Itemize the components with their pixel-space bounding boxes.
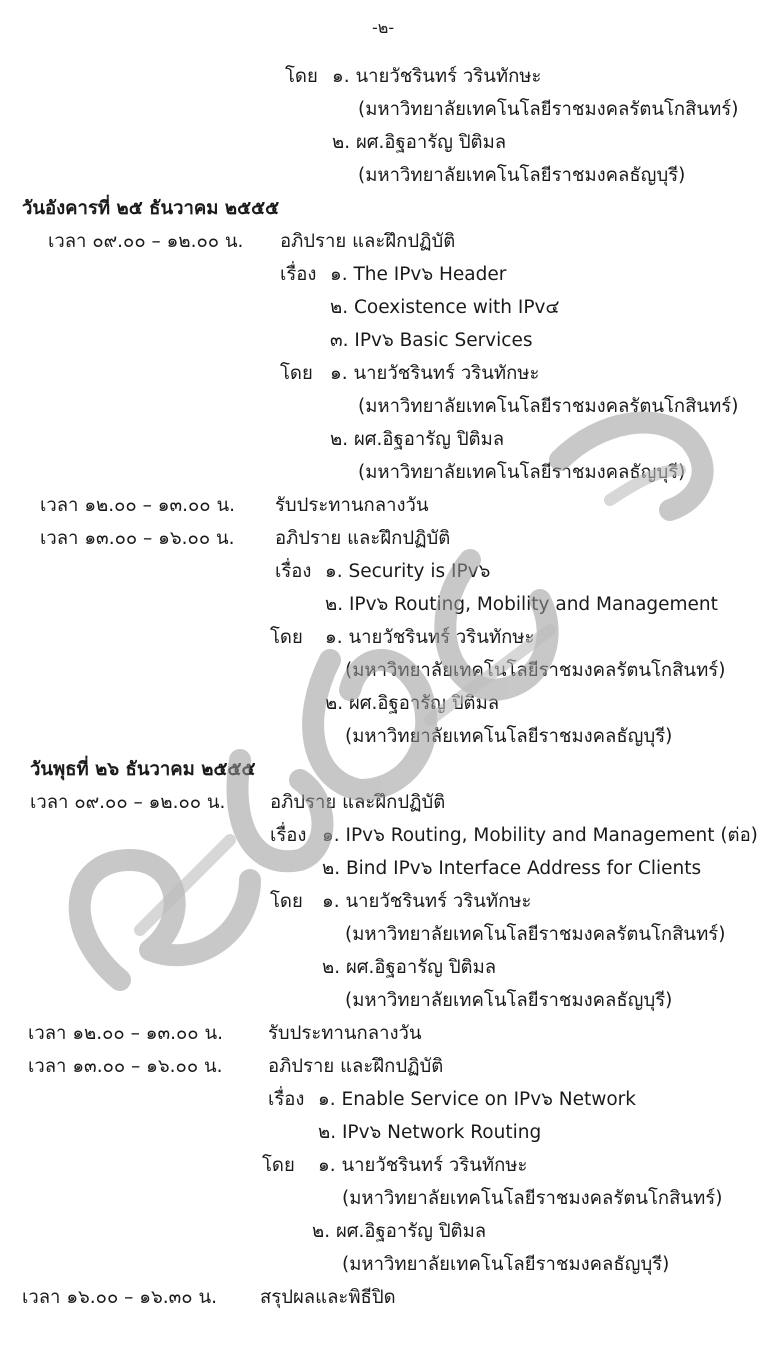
topic-item: ๑. Security is IPv๖ [325, 561, 491, 582]
activity-title: รับประทานกลางวัน [275, 495, 429, 516]
topic-item: ๒. Bind IPv๖ Interface Address for Clients [322, 858, 702, 879]
section-label: โดย [285, 66, 318, 87]
time-slot: เวลา ๐๙.๐๐ – ๑๒.๐๐ น. [48, 231, 244, 252]
time-slot: เวลา ๑๓.๐๐ – ๑๖.๐๐ น. [28, 1056, 223, 1077]
section-label: เรื่อง [268, 1089, 305, 1110]
section-label: โดย [270, 891, 303, 912]
topic-item: ๒. Coexistence with IPv๔ [330, 297, 560, 318]
activity-title: สรุปผลและพิธีปิด [260, 1287, 396, 1308]
speaker-affiliation: (มหาวิทยาลัยเทคโนโลยีราชมงคลรัตนโกสินทร์) [358, 99, 739, 120]
speaker-affiliation: (มหาวิทยาลัยเทคโนโลยีราชมงคลธัญบุรี) [358, 462, 686, 483]
section-label: เรื่อง [270, 825, 307, 846]
topic-item: ๒. IPv๖ Routing, Mobility and Management [325, 594, 718, 615]
speaker-name: ๒. ผศ.อิฐอารัญ ปิติมล [322, 957, 497, 978]
topic-item: ๓. IPv๖ Basic Services [330, 330, 533, 351]
speaker-affiliation: (มหาวิทยาลัยเทคโนโลยีราชมงคลรัตนโกสินทร์) [345, 660, 726, 681]
activity-title: อภิปราย และฝึกปฏิบัติ [268, 1056, 444, 1077]
speaker-affiliation: (มหาวิทยาลัยเทคโนโลยีราชมงคลรัตนโกสินทร์) [342, 1188, 723, 1209]
watermark-stroke [140, 840, 230, 930]
speaker-affiliation: (มหาวิทยาลัยเทคโนโลยีราชมงคลรัตนโกสินทร์) [345, 924, 726, 945]
time-slot: เวลา ๑๓.๐๐ – ๑๖.๐๐ น. [40, 528, 235, 549]
time-slot: เวลา ๑๒.๐๐ – ๑๓.๐๐ น. [40, 495, 235, 516]
page-number: -๒- [372, 18, 395, 37]
speaker-name: ๒. ผศ.อิฐอารัญ ปิติมล [330, 429, 505, 450]
section-label: เรื่อง [280, 264, 317, 285]
activity-title: อภิปราย และฝึกปฏิบัติ [280, 231, 456, 252]
speaker-name: ๑. นายวัชรินทร์ วรินทักษะ [330, 363, 540, 384]
section-label: เรื่อง [275, 561, 312, 582]
time-slot: เวลา ๑๒.๐๐ – ๑๓.๐๐ น. [28, 1023, 223, 1044]
speaker-name: ๑. นายวัชรินทร์ วรินทักษะ [332, 66, 542, 87]
topic-item: ๒. IPv๖ Network Routing [318, 1122, 542, 1143]
time-slot: เวลา ๐๙.๐๐ – ๑๒.๐๐ น. [30, 792, 226, 813]
speaker-affiliation: (มหาวิทยาลัยเทคโนโลยีราชมงคลธัญบุรี) [342, 1254, 670, 1275]
speaker-name: ๑. นายวัชรินทร์ วรินทักษะ [318, 1155, 528, 1176]
section-label: โดย [270, 627, 303, 648]
topic-item: ๑. IPv๖ Routing, Mobility and Management (ต่อ) [322, 825, 758, 846]
time-slot: เวลา ๑๖.๐๐ – ๑๖.๓๐ น. [22, 1287, 217, 1308]
speaker-name: ๒. ผศ.อิฐอารัญ ปิติมล [332, 132, 507, 153]
activity-title: อภิปราย และฝึกปฏิบัติ [270, 792, 446, 813]
section-label: โดย [262, 1155, 295, 1176]
speaker-name: ๒. ผศ.อิฐอารัญ ปิติมล [325, 693, 500, 714]
activity-title: อภิปราย และฝึกปฏิบัติ [275, 528, 451, 549]
speaker-name: ๒. ผศ.อิฐอารัญ ปิติมล [312, 1221, 487, 1242]
day-heading: วันพุธที่ ๒๖ ธันวาคม ๒๕๕๕ [30, 759, 256, 780]
topic-item: ๑. Enable Service on IPv๖ Network [318, 1089, 637, 1110]
topic-item: ๑. The IPv๖ Header [330, 264, 507, 285]
section-label: โดย [280, 363, 313, 384]
speaker-affiliation: (มหาวิทยาลัยเทคโนโลยีราชมงคลธัญบุรี) [358, 165, 686, 186]
speaker-affiliation: (มหาวิทยาลัยเทคโนโลยีราชมงคลธัญบุรี) [345, 726, 673, 747]
activity-title: รับประทานกลางวัน [268, 1023, 422, 1044]
watermark-stroke [80, 860, 250, 980]
speaker-name: ๑. นายวัชรินทร์ วรินทักษะ [325, 627, 535, 648]
speaker-affiliation: (มหาวิทยาลัยเทคโนโลยีราชมงคลรัตนโกสินทร์) [358, 396, 739, 417]
day-heading: วันอังคารที่ ๒๕ ธันวาคม ๒๕๕๕ [22, 198, 280, 219]
speaker-name: ๑. นายวัชรินทร์ วรินทักษะ [322, 891, 532, 912]
speaker-affiliation: (มหาวิทยาลัยเทคโนโลยีราชมงคลธัญบุรี) [345, 990, 673, 1011]
